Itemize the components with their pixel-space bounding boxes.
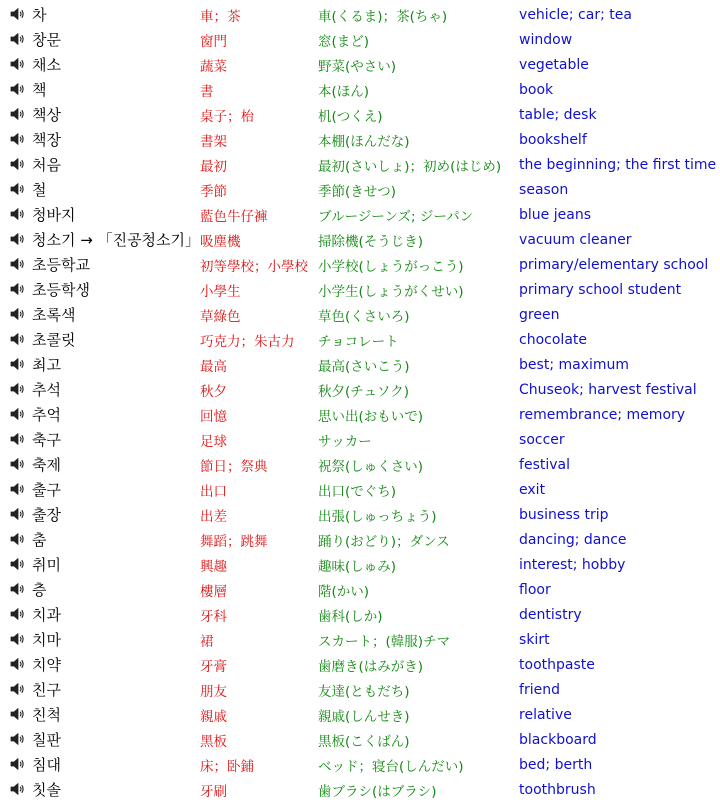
korean-cell (10, 127, 200, 152)
hanja-word: 巧克力；朱古力 (200, 333, 295, 350)
english-word: table; desk (519, 106, 597, 123)
korean-word: 축제 (32, 456, 61, 474)
japanese-word: 出口(でぐち) (318, 483, 397, 500)
hanja-word: 最初 (200, 158, 228, 175)
korean-word: 친척 (32, 706, 61, 724)
korean-word: 청소기 → 「진공청소기」 (32, 231, 201, 249)
japanese-word: 踊り(おどり)；ダンス (318, 533, 450, 550)
hanja-word: 黑板 (200, 733, 228, 750)
korean-cell (10, 527, 200, 552)
english-word: floor (519, 581, 551, 598)
english-word: primary/elementary school (519, 256, 709, 273)
korean-cell (10, 2, 200, 27)
korean-word: 책장 (32, 131, 61, 149)
vocab-row (10, 702, 719, 727)
japanese-word: 季節(きせつ) (318, 183, 397, 200)
korean-cell (10, 252, 200, 277)
korean-cell (10, 502, 200, 527)
vocab-row (10, 752, 719, 777)
hanja-word: 最高 (200, 358, 228, 375)
speaker-icon[interactable] (10, 557, 26, 571)
japanese-word: 階(かい) (318, 583, 370, 600)
japanese-word: 本(ほん) (318, 83, 370, 100)
korean-word: 책 (32, 81, 47, 99)
english-word: dancing; dance (519, 531, 627, 548)
japanese-word: 黒板(こくばん) (318, 733, 410, 750)
speaker-icon[interactable] (10, 432, 26, 446)
japanese-word: 秋夕(チュソク) (318, 383, 410, 400)
vocabulary-table (10, 2, 719, 802)
japanese-word: 小学校(しょうがっこう) (318, 258, 464, 275)
speaker-icon[interactable] (10, 682, 26, 696)
english-word: exit (519, 481, 546, 498)
japanese-word: 野菜(やさい) (318, 58, 397, 75)
speaker-icon[interactable] (10, 57, 26, 71)
japanese-word: 思い出(おもいで) (318, 408, 424, 425)
speaker-icon[interactable] (10, 382, 26, 396)
korean-word: 침대 (32, 756, 61, 774)
korean-word: 창문 (32, 31, 61, 49)
korean-word: 최고 (32, 356, 61, 374)
hanja-word: 小學生 (200, 283, 241, 300)
english-word: Chuseok; harvest festival (519, 381, 697, 398)
english-word: chocolate (519, 331, 588, 348)
japanese-word: ベッド；寝台(しんだい) (318, 758, 464, 775)
vocab-row (10, 52, 719, 77)
vocab-row (10, 577, 719, 602)
korean-word: 책상 (32, 106, 61, 124)
hanja-word: 節日；祭典 (200, 458, 268, 475)
speaker-icon[interactable] (10, 457, 26, 471)
speaker-icon[interactable] (10, 507, 26, 521)
japanese-word: 趣味(しゅみ) (318, 558, 397, 575)
speaker-icon[interactable] (10, 207, 26, 221)
vocab-row (10, 602, 719, 627)
vocab-row (10, 377, 719, 402)
korean-word: 출구 (32, 481, 61, 499)
speaker-icon[interactable] (10, 32, 26, 46)
korean-cell (10, 402, 200, 427)
korean-cell (10, 52, 200, 77)
hanja-word: 回憶 (200, 408, 228, 425)
japanese-word: 歯科(しか) (318, 608, 383, 625)
vocab-row (10, 227, 719, 252)
japanese-word: 草色(くさいろ) (318, 308, 410, 325)
vocab-row (10, 427, 719, 452)
english-word: primary school student (519, 281, 682, 298)
speaker-icon[interactable] (10, 157, 26, 171)
english-word: the beginning; the first time (519, 156, 717, 173)
vocab-row (10, 527, 719, 552)
japanese-word: 友達(ともだち) (318, 683, 410, 700)
japanese-word: 最初(さいしょ)；初め(はじめ) (318, 158, 502, 175)
korean-word: 추억 (32, 406, 61, 424)
hanja-word: 初等學校；小學校 (200, 258, 309, 275)
korean-cell (10, 777, 200, 802)
hanja-word: 出差 (200, 508, 228, 525)
korean-cell (10, 302, 200, 327)
korean-cell (10, 377, 200, 402)
korean-word: 출장 (32, 506, 61, 524)
english-word: blue jeans (519, 206, 591, 223)
korean-word: 춤 (32, 531, 47, 549)
speaker-icon[interactable] (10, 307, 26, 321)
hanja-word: 親戚 (200, 708, 228, 725)
speaker-icon[interactable] (10, 632, 26, 646)
korean-cell (10, 77, 200, 102)
vocab-row (10, 252, 719, 277)
speaker-icon[interactable] (10, 257, 26, 271)
korean-cell (10, 702, 200, 727)
hanja-word: 桌子；枱 (200, 108, 255, 125)
vocabulary-table-body (10, 2, 719, 802)
hanja-word: 秋夕 (200, 383, 228, 400)
hanja-word: 藍色牛仔褲 (200, 208, 268, 225)
english-word: relative (519, 706, 572, 723)
vocab-row (10, 27, 719, 52)
english-word: festival (519, 456, 570, 473)
vocab-row (10, 552, 719, 577)
english-word: vegetable (519, 56, 589, 73)
hanja-word: 季節 (200, 183, 228, 200)
korean-word: 치과 (32, 606, 61, 624)
hanja-word: 窗門 (200, 33, 228, 50)
korean-word: 층 (32, 581, 47, 599)
korean-cell (10, 152, 200, 177)
korean-word: 취미 (32, 556, 61, 574)
korean-word: 초콜릿 (32, 331, 76, 349)
speaker-icon[interactable] (10, 332, 26, 346)
hanja-word: 出口 (200, 483, 228, 500)
hanja-word: 牙科 (200, 608, 228, 625)
speaker-icon[interactable] (10, 282, 26, 296)
korean-cell (10, 27, 200, 52)
vocab-row (10, 102, 719, 127)
korean-cell (10, 102, 200, 127)
english-word: dentistry (519, 606, 582, 623)
english-word: business trip (519, 506, 609, 523)
japanese-word: 机(つくえ) (318, 108, 383, 125)
korean-cell (10, 177, 200, 202)
korean-cell (10, 452, 200, 477)
english-word: toothpaste (519, 656, 595, 673)
speaker-icon[interactable] (10, 232, 26, 246)
speaker-icon[interactable] (10, 107, 26, 121)
korean-word: 칫솔 (32, 781, 61, 799)
japanese-word: 小学生(しょうがくせい) (318, 283, 464, 300)
korean-word: 치마 (32, 631, 61, 649)
korean-cell (10, 727, 200, 752)
vocab-row (10, 402, 719, 427)
korean-word: 축구 (32, 431, 61, 449)
japanese-word: 窓(まど) (318, 33, 370, 50)
english-word: interest; hobby (519, 556, 626, 573)
korean-word: 채소 (32, 56, 61, 74)
vocab-row (10, 152, 719, 177)
korean-word: 치약 (32, 656, 61, 674)
japanese-word: 歯磨き(はみがき) (318, 658, 424, 675)
speaker-icon[interactable] (10, 732, 26, 746)
korean-cell (10, 327, 200, 352)
vocab-row (10, 677, 719, 702)
speaker-icon[interactable] (10, 782, 26, 796)
japanese-word: ブルージーンズ; ジーパン (318, 208, 474, 225)
speaker-icon[interactable] (10, 607, 26, 621)
vocab-row (10, 477, 719, 502)
vocab-row (10, 452, 719, 477)
korean-cell (10, 627, 200, 652)
hanja-word: 車；茶 (200, 8, 241, 25)
english-word: bed; berth (519, 756, 593, 773)
korean-word: 친구 (32, 681, 61, 699)
korean-word: 추석 (32, 381, 61, 399)
korean-word: 청바지 (32, 206, 76, 224)
english-word: vehicle; car; tea (519, 6, 632, 23)
hanja-word: 足球 (200, 433, 228, 450)
english-word: toothbrush (519, 781, 596, 798)
speaker-icon[interactable] (10, 532, 26, 546)
korean-word: 처음 (32, 156, 61, 174)
speaker-icon[interactable] (10, 357, 26, 371)
vocab-row (10, 652, 719, 677)
vocab-row (10, 327, 719, 352)
english-word: bookshelf (519, 131, 587, 148)
japanese-word: スカート；(韓服)チマ (318, 633, 451, 650)
japanese-word: 最高(さいこう) (318, 358, 410, 375)
speaker-icon[interactable] (10, 82, 26, 96)
japanese-word: チョコレート (318, 333, 399, 350)
japanese-word: 親戚(しんせき) (318, 708, 410, 725)
korean-word: 초록색 (32, 306, 76, 324)
speaker-icon[interactable] (10, 7, 26, 21)
japanese-word: 歯ブラシ(はブラシ) (318, 783, 437, 800)
vocab-row (10, 177, 719, 202)
vocab-row (10, 302, 719, 327)
english-word: blackboard (519, 731, 597, 748)
korean-cell (10, 477, 200, 502)
speaker-icon[interactable] (10, 182, 26, 196)
korean-cell (10, 752, 200, 777)
vocab-row (10, 627, 719, 652)
english-word: season (519, 181, 569, 198)
japanese-word: 車(くるま)；茶(ちゃ) (318, 8, 448, 25)
hanja-word: 裙 (200, 633, 214, 650)
japanese-word: 本棚(ほんだな) (318, 133, 410, 150)
vocab-row (10, 2, 719, 27)
japanese-word: 掃除機(そうじき) (318, 233, 424, 250)
hanja-word: 床；卧鋪 (200, 758, 255, 775)
korean-word: 차 (32, 6, 47, 24)
english-word: soccer (519, 431, 565, 448)
japanese-word: 出張(しゅっちょう) (318, 508, 437, 525)
hanja-word: 吸塵機 (200, 233, 241, 250)
english-word: green (519, 306, 560, 323)
vocab-row (10, 777, 719, 802)
vocab-row (10, 202, 719, 227)
speaker-icon[interactable] (10, 757, 26, 771)
hanja-word: 牙膏 (200, 658, 228, 675)
vocab-row (10, 502, 719, 527)
speaker-icon[interactable] (10, 657, 26, 671)
hanja-word: 書架 (200, 133, 228, 150)
english-word: window (519, 31, 573, 48)
vocab-row (10, 277, 719, 302)
hanja-word: 書 (200, 83, 214, 100)
vocab-row (10, 727, 719, 752)
korean-word: 초등학교 (32, 256, 90, 274)
hanja-word: 牙刷 (200, 783, 228, 800)
english-word: friend (519, 681, 560, 698)
korean-cell (10, 602, 200, 627)
korean-cell (10, 227, 200, 252)
speaker-icon[interactable] (10, 482, 26, 496)
english-word: book (519, 81, 554, 98)
hanja-word: 樓層 (200, 583, 228, 600)
korean-cell (10, 427, 200, 452)
japanese-word: 祝祭(しゅくさい) (318, 458, 424, 475)
speaker-icon[interactable] (10, 407, 26, 421)
english-word: best; maximum (519, 356, 630, 373)
speaker-icon[interactable] (10, 582, 26, 596)
korean-cell (10, 577, 200, 602)
hanja-word: 興趣 (200, 558, 228, 575)
english-word: remembrance; memory (519, 406, 686, 423)
korean-word: 초등학생 (32, 281, 90, 299)
hanja-word: 蔬菜 (200, 58, 228, 75)
vocab-row (10, 352, 719, 377)
korean-cell (10, 352, 200, 377)
hanja-word: 朋友 (200, 683, 228, 700)
hanja-word: 舞蹈；跳舞 (200, 533, 268, 550)
vocab-row (10, 127, 719, 152)
korean-cell (10, 677, 200, 702)
vocab-row (10, 77, 719, 102)
korean-cell (10, 652, 200, 677)
english-word: vacuum cleaner (519, 231, 632, 248)
korean-cell (10, 202, 200, 227)
korean-cell (10, 277, 200, 302)
korean-word: 칠판 (32, 731, 61, 749)
korean-word: 철 (32, 181, 47, 199)
japanese-word: サッカー (318, 433, 372, 450)
english-word: skirt (519, 631, 550, 648)
speaker-icon[interactable] (10, 707, 26, 721)
hanja-word: 草綠色 (200, 308, 241, 325)
korean-cell (10, 552, 200, 577)
speaker-icon[interactable] (10, 132, 26, 146)
